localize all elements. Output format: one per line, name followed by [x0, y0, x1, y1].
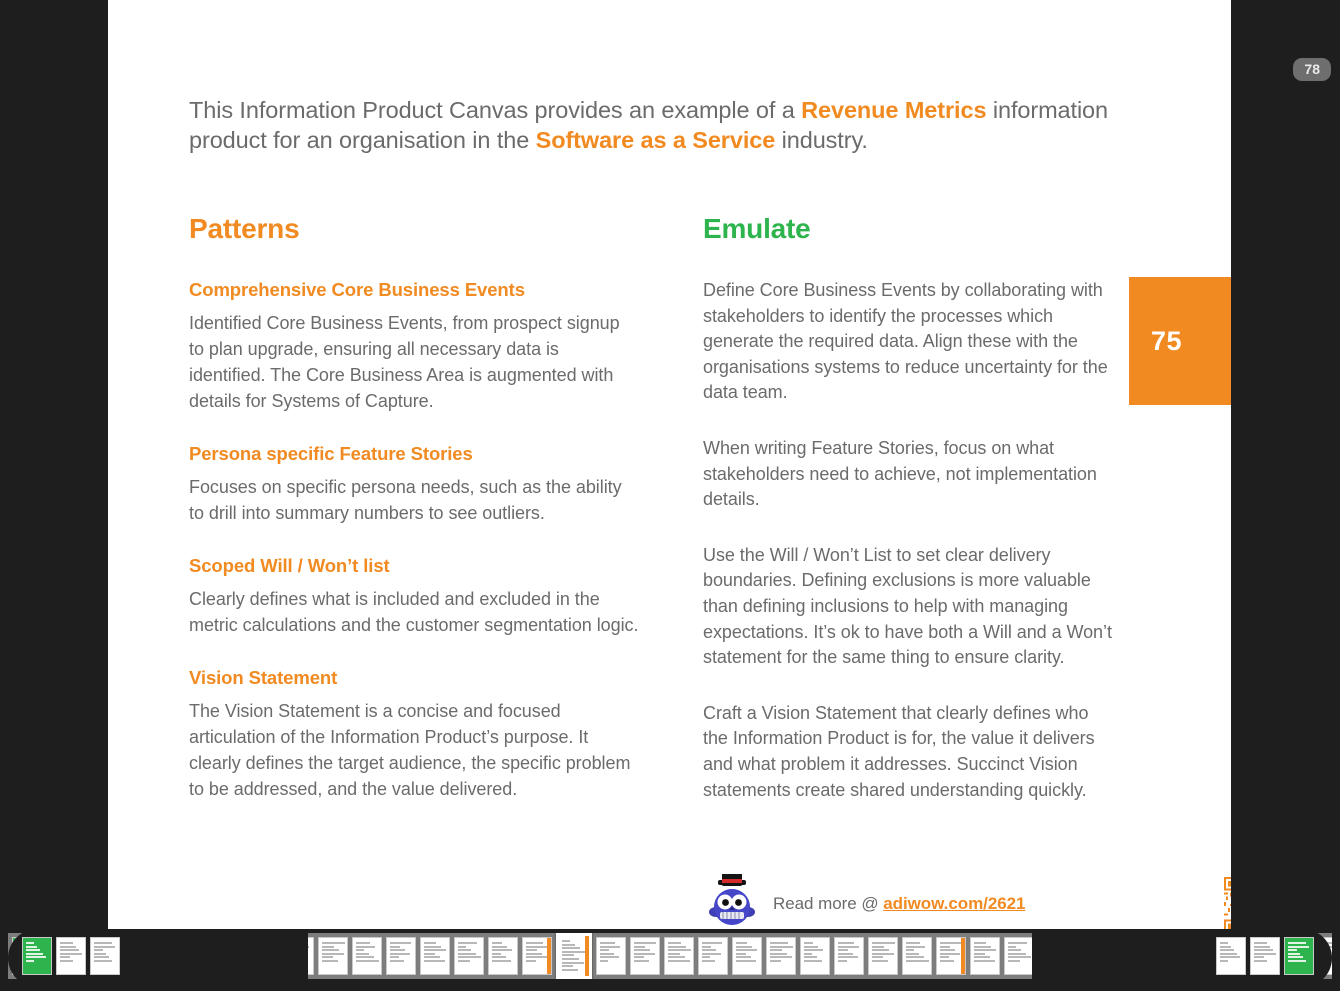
- thumbnail-line: [356, 956, 374, 958]
- thumbnail-line: [974, 956, 990, 958]
- filmstrip-thumbnail[interactable]: [454, 937, 484, 975]
- thumbnail-line: [838, 960, 847, 962]
- thumbnail-line: [458, 949, 471, 951]
- thumbnail-line: [872, 949, 889, 951]
- thumbnail-line: [736, 956, 751, 958]
- thumbnail-line: [26, 953, 43, 955]
- thumbnail-line: [94, 949, 103, 951]
- thumbnail-line: [600, 942, 615, 944]
- thumbnail-line: [838, 946, 859, 948]
- thumbnail-line: [26, 960, 34, 962]
- thumbnail-line: [634, 956, 644, 958]
- thumbnail-line: [1008, 956, 1031, 958]
- thumbnail-line: [838, 942, 854, 944]
- thumbnail-line: [26, 949, 40, 951]
- thumbnail-line: [562, 947, 580, 949]
- intro-text-part2: information product for an organisation in the: [189, 97, 1109, 153]
- filmstrip-thumbnail[interactable]: [1004, 937, 1034, 975]
- thumbnail-line: [562, 965, 573, 967]
- thumbnail-line: [424, 949, 446, 951]
- filmstrip-thumbnail[interactable]: [488, 937, 518, 975]
- filmstrip-left-overlay-thumbs[interactable]: [22, 937, 124, 975]
- filmstrip-thumbnail[interactable]: [834, 937, 864, 975]
- thumbnail-line: [1220, 942, 1228, 944]
- thumbnail-accent: [961, 938, 965, 974]
- thumbnail-line: [1254, 942, 1267, 944]
- pattern-body: Clearly defines what is included and excluded in the metric calculations and the customer segmentation logic.: [189, 589, 639, 635]
- thumbnail-line: [390, 949, 405, 951]
- thumbnail-line: [356, 946, 375, 948]
- thumbnail-line: [390, 956, 399, 958]
- thumbnail-line: [424, 956, 440, 958]
- filmstrip-thumbnail[interactable]: [56, 937, 86, 975]
- emulate-paragraph: Craft a Vision Statement that clearly defines who the Information Product is for, the value it delivers and what problem it addresses. Succinct Vision statements create shared understanding quickly.: [703, 702, 1095, 800]
- thumbnail-line: [390, 953, 410, 955]
- thumbnail-line: [872, 953, 894, 955]
- thumbnail-line: [526, 946, 548, 948]
- thumbnail-line: [736, 949, 757, 951]
- pattern-block: [189, 278, 639, 414]
- thumbnail-line: [26, 956, 46, 958]
- thumbnail-line: [804, 949, 823, 951]
- thumbnail-line: [458, 956, 481, 958]
- thumbnail-line: [804, 942, 813, 944]
- thumbnail-line: [458, 960, 470, 962]
- thumbnail-line: [26, 946, 37, 948]
- thumbnail-line: [526, 942, 543, 944]
- thumbnail-line: [1254, 960, 1267, 962]
- read-more-text: [773, 894, 1025, 914]
- thumbnail-line: [322, 953, 344, 955]
- filmstrip-thumbnail[interactable]: [386, 937, 416, 975]
- thumbnail-line: [940, 956, 949, 958]
- thumbnail-line: [492, 953, 501, 955]
- thumbnail-line: [492, 942, 502, 944]
- pattern-block: [189, 666, 639, 802]
- thumbnail-line: [634, 953, 655, 955]
- patterns-column-title: Patterns: [189, 213, 300, 244]
- pattern-body: Identified Core Business Events, from prospect signup to plan upgrade, ensuring all necessary data is identified. The Core Business Area is augmented with details for Systems of Capture.: [189, 313, 620, 411]
- filmstrip-thumbnail[interactable]: [698, 937, 728, 975]
- thumbnail-line: [94, 946, 115, 948]
- filmstrip-thumbnail[interactable]: [596, 937, 626, 975]
- intro-text-part3: industry.: [775, 126, 868, 153]
- thumbnail-line: [1220, 960, 1228, 962]
- page-footer: [703, 870, 1173, 934]
- thumbnail-line: [492, 956, 506, 958]
- thumbnail-line: [1254, 949, 1273, 951]
- thumbnail-line: [770, 956, 792, 958]
- thumbnail-line: [940, 960, 954, 962]
- thumbnail-line: [424, 960, 445, 962]
- filmstrip-thumbnail[interactable]: [902, 937, 932, 975]
- thumbnail-line: [60, 960, 73, 962]
- page-sheet: [108, 0, 1231, 941]
- page-indicator-pill[interactable]: 78: [1293, 58, 1331, 81]
- thumbnail-accent: [585, 936, 589, 976]
- thumbnail-line: [562, 954, 574, 956]
- filmstrip-thumbnail[interactable]: [970, 937, 1000, 975]
- thumbnail-line: [322, 960, 338, 962]
- thumbnail-line: [736, 953, 746, 955]
- thumbnail-line: [94, 953, 106, 955]
- thumbnail-line: [906, 942, 920, 944]
- thumbnail-line: [668, 946, 686, 948]
- pattern-heading: Vision Statement: [189, 667, 338, 688]
- thumbnail-line: [634, 960, 649, 962]
- thumbnail-line: [1008, 946, 1016, 948]
- thumbnail-line: [906, 956, 924, 958]
- filmstrip-thumbnail[interactable]: [90, 937, 120, 975]
- thumbnail-line: [906, 960, 929, 962]
- thumbnail-line: [390, 960, 404, 962]
- thumbnail-line: [322, 956, 333, 958]
- filmstrip-thumbnail[interactable]: [1216, 937, 1246, 975]
- thumbnail-line: [1288, 949, 1297, 951]
- thumbnail-line: [356, 953, 369, 955]
- thumbnail-line: [60, 953, 82, 955]
- page-number-badge: [1129, 277, 1231, 405]
- thumbnail-line: [1254, 956, 1264, 958]
- filmstrip-thumbnail[interactable]: [766, 937, 796, 975]
- thumbnail-line: [634, 946, 645, 948]
- thumbnail-line: [562, 940, 570, 942]
- thumbnail-line: [838, 956, 858, 958]
- pattern-body: The Vision Statement is a concise and focused articulation of the Information Product’s purpose. It clearly defines the target audience, the specific problem to be addressed, and the value delivered.: [189, 701, 631, 799]
- emulate-column: [703, 212, 1115, 803]
- thumbnail-line: [770, 953, 787, 955]
- thumbnail-line: [1008, 942, 1027, 944]
- thumbnail-line: [458, 946, 466, 948]
- thumbnail-line: [356, 949, 364, 951]
- thumbnail-line: [804, 960, 822, 962]
- thumbnail-line: [872, 960, 888, 962]
- thumbnail-line: [562, 951, 585, 953]
- thumbnail-line: [770, 960, 781, 962]
- thumbnail-line: [668, 949, 691, 951]
- thumbnail-line: [562, 969, 578, 971]
- qr-code-icon[interactable]: [1224, 877, 1231, 933]
- thumbnail-line: [770, 946, 793, 948]
- thumbnail-line: [906, 949, 914, 951]
- thumbnail-line: [1254, 946, 1270, 948]
- filmstrip-thumbnail[interactable]: [630, 937, 660, 975]
- thumbnail-line: [872, 946, 884, 948]
- filmstrip-right-overlay-thumbs[interactable]: [1216, 937, 1318, 975]
- owl-tophat-mascot-icon: [708, 874, 756, 930]
- thumbnail-line: [1288, 942, 1306, 944]
- intro-highlight-saas: Software as a Service: [535, 126, 776, 153]
- thumbnail-line: [492, 946, 507, 948]
- thumbnail-line: [906, 946, 925, 948]
- thumbnail-line: [600, 949, 609, 951]
- thumbnail-line: [322, 949, 339, 951]
- filmstrip-thumbnail[interactable]: [556, 933, 592, 979]
- pattern-body: Focuses on specific persona needs, such as the ability to drill into summary numbers to see outliers.: [189, 477, 622, 523]
- thumbnail-line: [940, 953, 960, 955]
- thumbnail-line: [322, 942, 345, 944]
- thumbnail-line: [702, 942, 722, 944]
- thumbnail-line: [1220, 956, 1240, 958]
- thumbnail-line: [26, 942, 34, 944]
- thumbnail-line: [804, 956, 817, 958]
- thumbnail-line: [94, 942, 112, 944]
- thumbnail-line: [974, 953, 985, 955]
- thumbnail-line: [1008, 960, 1020, 962]
- filmstrip-thumbnail[interactable]: [868, 937, 898, 975]
- thumbnail-line: [492, 949, 512, 951]
- thumbnail-line: [562, 944, 575, 946]
- thumbnail-line: [1008, 949, 1021, 951]
- filmstrip-thumbnail[interactable]: [352, 937, 382, 975]
- thumbnail-line: [770, 949, 782, 951]
- filmstrip-thumbnail[interactable]: [1250, 937, 1280, 975]
- thumbnail-line: [668, 942, 681, 944]
- thumbnail-line: [562, 962, 584, 964]
- thumbnail-line: [390, 942, 411, 944]
- thumbnail-line: [1008, 953, 1026, 955]
- thumbnail-line: [804, 946, 818, 948]
- thumbnail-line: [356, 960, 379, 962]
- thumbnail-line: [770, 942, 788, 944]
- thumbnail-line: [804, 953, 812, 955]
- thumbnail-line: [668, 956, 685, 958]
- emulate-column-title: Emulate: [703, 213, 811, 244]
- thumbnail-line: [1220, 946, 1231, 948]
- thumbnail-line: [1288, 960, 1306, 962]
- thumbnail-line: [1288, 956, 1303, 958]
- thumbnail-accent: [547, 938, 551, 974]
- thumbnail-line: [1254, 953, 1276, 955]
- filmstrip-thumbnail[interactable]: [318, 937, 348, 975]
- thumbnail-line: [1288, 953, 1300, 955]
- thumbnail-line: [702, 949, 716, 951]
- thumbnail-line: [356, 942, 370, 944]
- pattern-heading: Comprehensive Core Business Events: [189, 279, 525, 300]
- thumbnail-line: [322, 946, 334, 948]
- pattern-block: [189, 554, 639, 638]
- intro-highlight-revenue-metrics: Revenue Metrics: [801, 97, 987, 123]
- thumbnail-line: [562, 958, 579, 960]
- thumbnail-line: [906, 953, 919, 955]
- emulate-paragraph: Define Core Business Events by collaborating with stakeholders to identify the processes which generate the required data. Align these with the organisations systems to reduce uncertainty for the data team.: [703, 280, 1108, 403]
- read-more-label: Read more @: [773, 894, 884, 913]
- patterns-column: [189, 212, 639, 830]
- thumbnail-line: [940, 942, 961, 944]
- thumbnail-line: [974, 942, 986, 944]
- thumbnail-line: [736, 960, 756, 962]
- pattern-block: [189, 442, 639, 526]
- intro-text-part1: This Information Product Canvas provides an example of a: [189, 97, 802, 123]
- thumbnail-line: [668, 960, 690, 962]
- thumbnail-line: [600, 946, 620, 948]
- thumbnail-line: [600, 960, 608, 962]
- thumbnail-line: [940, 949, 955, 951]
- filmstrip-thumbnail[interactable]: [732, 937, 762, 975]
- thumbnail-line: [60, 942, 73, 944]
- filmstrip-thumbnail[interactable]: [664, 937, 694, 975]
- filmstrip-thumbnail[interactable]: [936, 937, 966, 975]
- thumbnail-line: [702, 946, 711, 948]
- thumbnail-line: [974, 946, 991, 948]
- thumbnail-line: [1288, 946, 1309, 948]
- pattern-heading: Persona specific Feature Stories: [189, 443, 473, 464]
- thumbnail-line: [872, 942, 895, 944]
- filmstrip-thumbnail[interactable]: [420, 937, 450, 975]
- thumbnail-line: [736, 946, 752, 948]
- intro-paragraph: [189, 96, 1139, 155]
- thumbnail-line: [872, 956, 883, 958]
- thumbnail-line: [458, 942, 477, 944]
- thumbnail-line: [60, 949, 79, 951]
- thumbnail-line: [492, 960, 511, 962]
- thumbnail-line: [736, 942, 747, 944]
- thumbnail-line: [424, 942, 436, 944]
- thumbnail-line: [1220, 953, 1237, 955]
- thumbnail-line: [600, 956, 619, 958]
- filmstrip-thumbnail[interactable]: [522, 937, 552, 975]
- thumbnail-line: [526, 949, 537, 951]
- thumbnail-line: [458, 953, 476, 955]
- emulate-paragraph: When writing Feature Stories, focus on what stakeholders need to achieve, not implementation details.: [703, 437, 1097, 510]
- thumbnail-line: [424, 953, 435, 955]
- thumbnail-line: [634, 949, 650, 951]
- thumbnail-line: [974, 960, 995, 962]
- filmstrip-thumbnail[interactable]: [800, 937, 830, 975]
- thumbnail-line: [60, 956, 70, 958]
- thumbnail-line: [668, 953, 680, 955]
- thumbnail-line: [526, 960, 536, 962]
- adiwow-link[interactable]: adiwow.com/2621: [883, 894, 1026, 913]
- thumbnail-line: [974, 949, 996, 951]
- thumbnail-line: [526, 953, 542, 955]
- thumbnail-line: [940, 946, 950, 948]
- filmstrip-thumbnail[interactable]: [1284, 937, 1314, 975]
- thumbnail-line: [702, 960, 715, 962]
- page-number-badge-value: 75: [1151, 326, 1183, 356]
- thumbnail-line: [702, 953, 721, 955]
- pattern-heading: Scoped Will / Won’t list: [189, 555, 390, 576]
- thumbnail-line: [1220, 949, 1234, 951]
- thumbnail-line: [600, 953, 614, 955]
- thumbnail-line: [94, 956, 109, 958]
- thumbnail-line: [838, 949, 848, 951]
- filmstrip-thumbnail[interactable]: [22, 937, 52, 975]
- thumbnail-line: [60, 946, 76, 948]
- thumbnail-line: [424, 946, 441, 948]
- thumbnail-line: [526, 956, 547, 958]
- thumbnail-line: [390, 946, 400, 948]
- thumbnail-line: [702, 956, 710, 958]
- thumbnail-line: [634, 942, 656, 944]
- emulate-paragraph: Use the Will / Won’t List to set clear delivery boundaries. Defining exclusions is more valuable than defining inclusions to help with managing expectations. It’s ok to have both a Will and a Won’t statement for the same thing to ensure clarity.: [703, 544, 1112, 668]
- thumbnail-line: [838, 953, 853, 955]
- thumbnail-line: [94, 960, 112, 962]
